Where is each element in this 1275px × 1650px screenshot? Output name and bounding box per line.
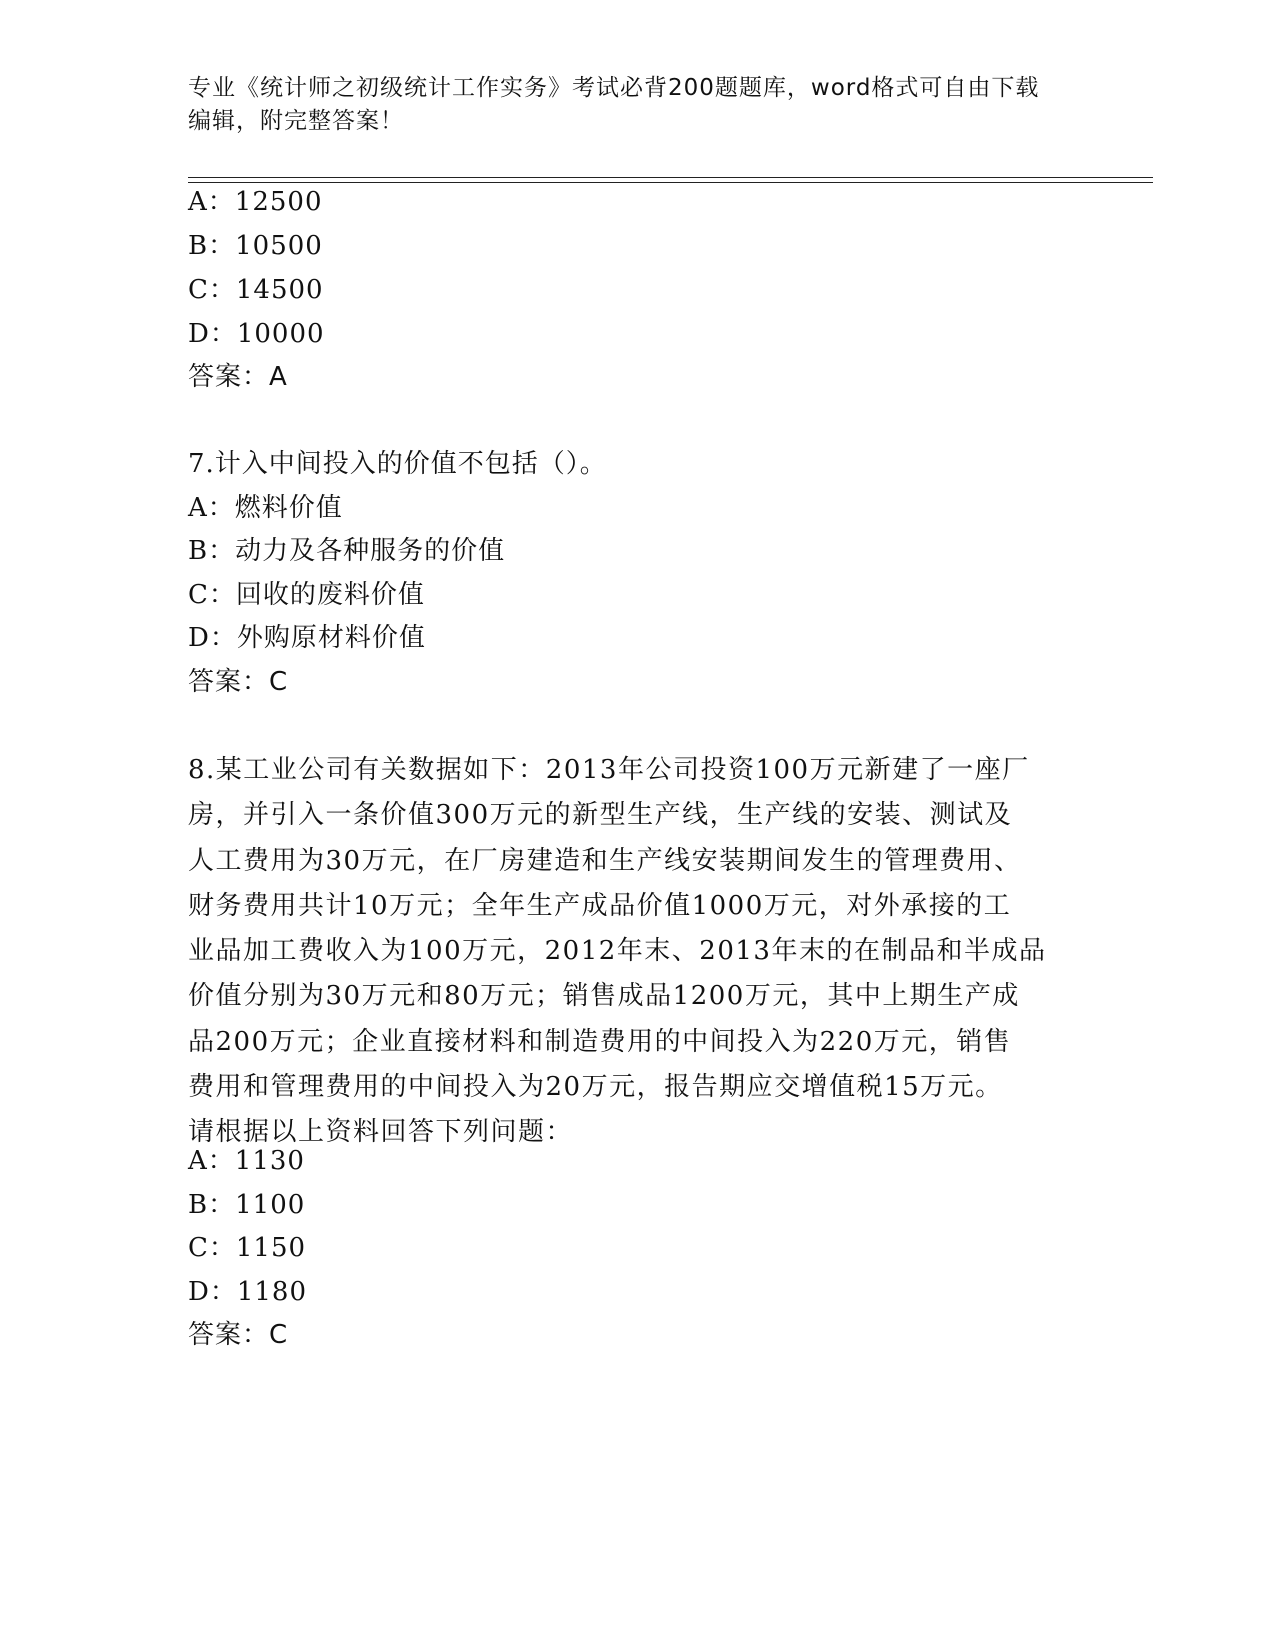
q8-option-d: D：1180 xyxy=(188,1277,308,1307)
header-line-2: 编辑，附完整答案！ xyxy=(188,108,404,134)
q8-question-line-3: 人工费用为30万元，在厂房建造和生产线安装期间发生的管理费用、 xyxy=(188,845,1022,876)
q8-question-line-8: 费用和管理费用的中间投入为20万元，报告期应交增值税15万元。 xyxy=(188,1072,1003,1103)
document-header xyxy=(188,72,1068,138)
q7-option-b: B：动力及各种服务的价值 xyxy=(188,536,506,566)
q6-answer: 答案：A xyxy=(188,362,288,392)
q7-option-a: A：燃料价值 xyxy=(188,493,343,523)
q6-option-a: A：12500 xyxy=(188,187,323,217)
q6-option-c: C：14500 xyxy=(188,275,324,305)
q8-question-line-5: 业品加工费收入为100万元，2012年末、2013年末的在制品和半成品 xyxy=(188,936,1047,967)
q8-question-line-7: 品200万元；企业直接材料和制造费用的中间投入为220万元，销售 xyxy=(188,1026,1012,1057)
q6-option-b: B：10500 xyxy=(188,231,323,261)
q8-question-line-2: 房，并引入一条价值300万元的新型生产线，生产线的安装、测试及 xyxy=(188,800,1013,831)
q7-option-c: C：回收的废料价值 xyxy=(188,580,425,610)
q8-question-line-1: 8.某工业公司有关数据如下：2013年公司投资100万元新建了一座厂 xyxy=(188,755,1030,785)
q8-option-a: A：1130 xyxy=(188,1146,305,1176)
q6-option-d: D：10000 xyxy=(188,319,325,349)
q8-question xyxy=(188,748,1088,1156)
q8-question-line-6: 价值分别为30万元和80万元；销售成品1200万元，其中上期生产成 xyxy=(188,981,1020,1012)
header-divider-bottom xyxy=(188,182,1153,183)
q8-question-line-4: 财务费用共计10万元；全年生产成品价值1000万元，对外承接的工 xyxy=(188,890,1012,921)
q7-question: 7.计入中间投入的价值不包括（）。 xyxy=(188,449,607,479)
header-divider-top xyxy=(188,177,1153,178)
q7-answer: 答案：C xyxy=(188,667,289,697)
q8-option-c: C：1150 xyxy=(188,1233,307,1263)
q8-answer: 答案：C xyxy=(188,1320,289,1350)
q8-question-line-9: 请根据以上资料回答下列问题： xyxy=(188,1117,574,1148)
q7-option-d: D：外购原材料价值 xyxy=(188,623,426,653)
q8-option-b: B：1100 xyxy=(188,1190,306,1220)
header-line-1: 专业《统计师之初级统计工作实务》考试必背200题题库，word格式可自由下载 xyxy=(188,75,1040,101)
